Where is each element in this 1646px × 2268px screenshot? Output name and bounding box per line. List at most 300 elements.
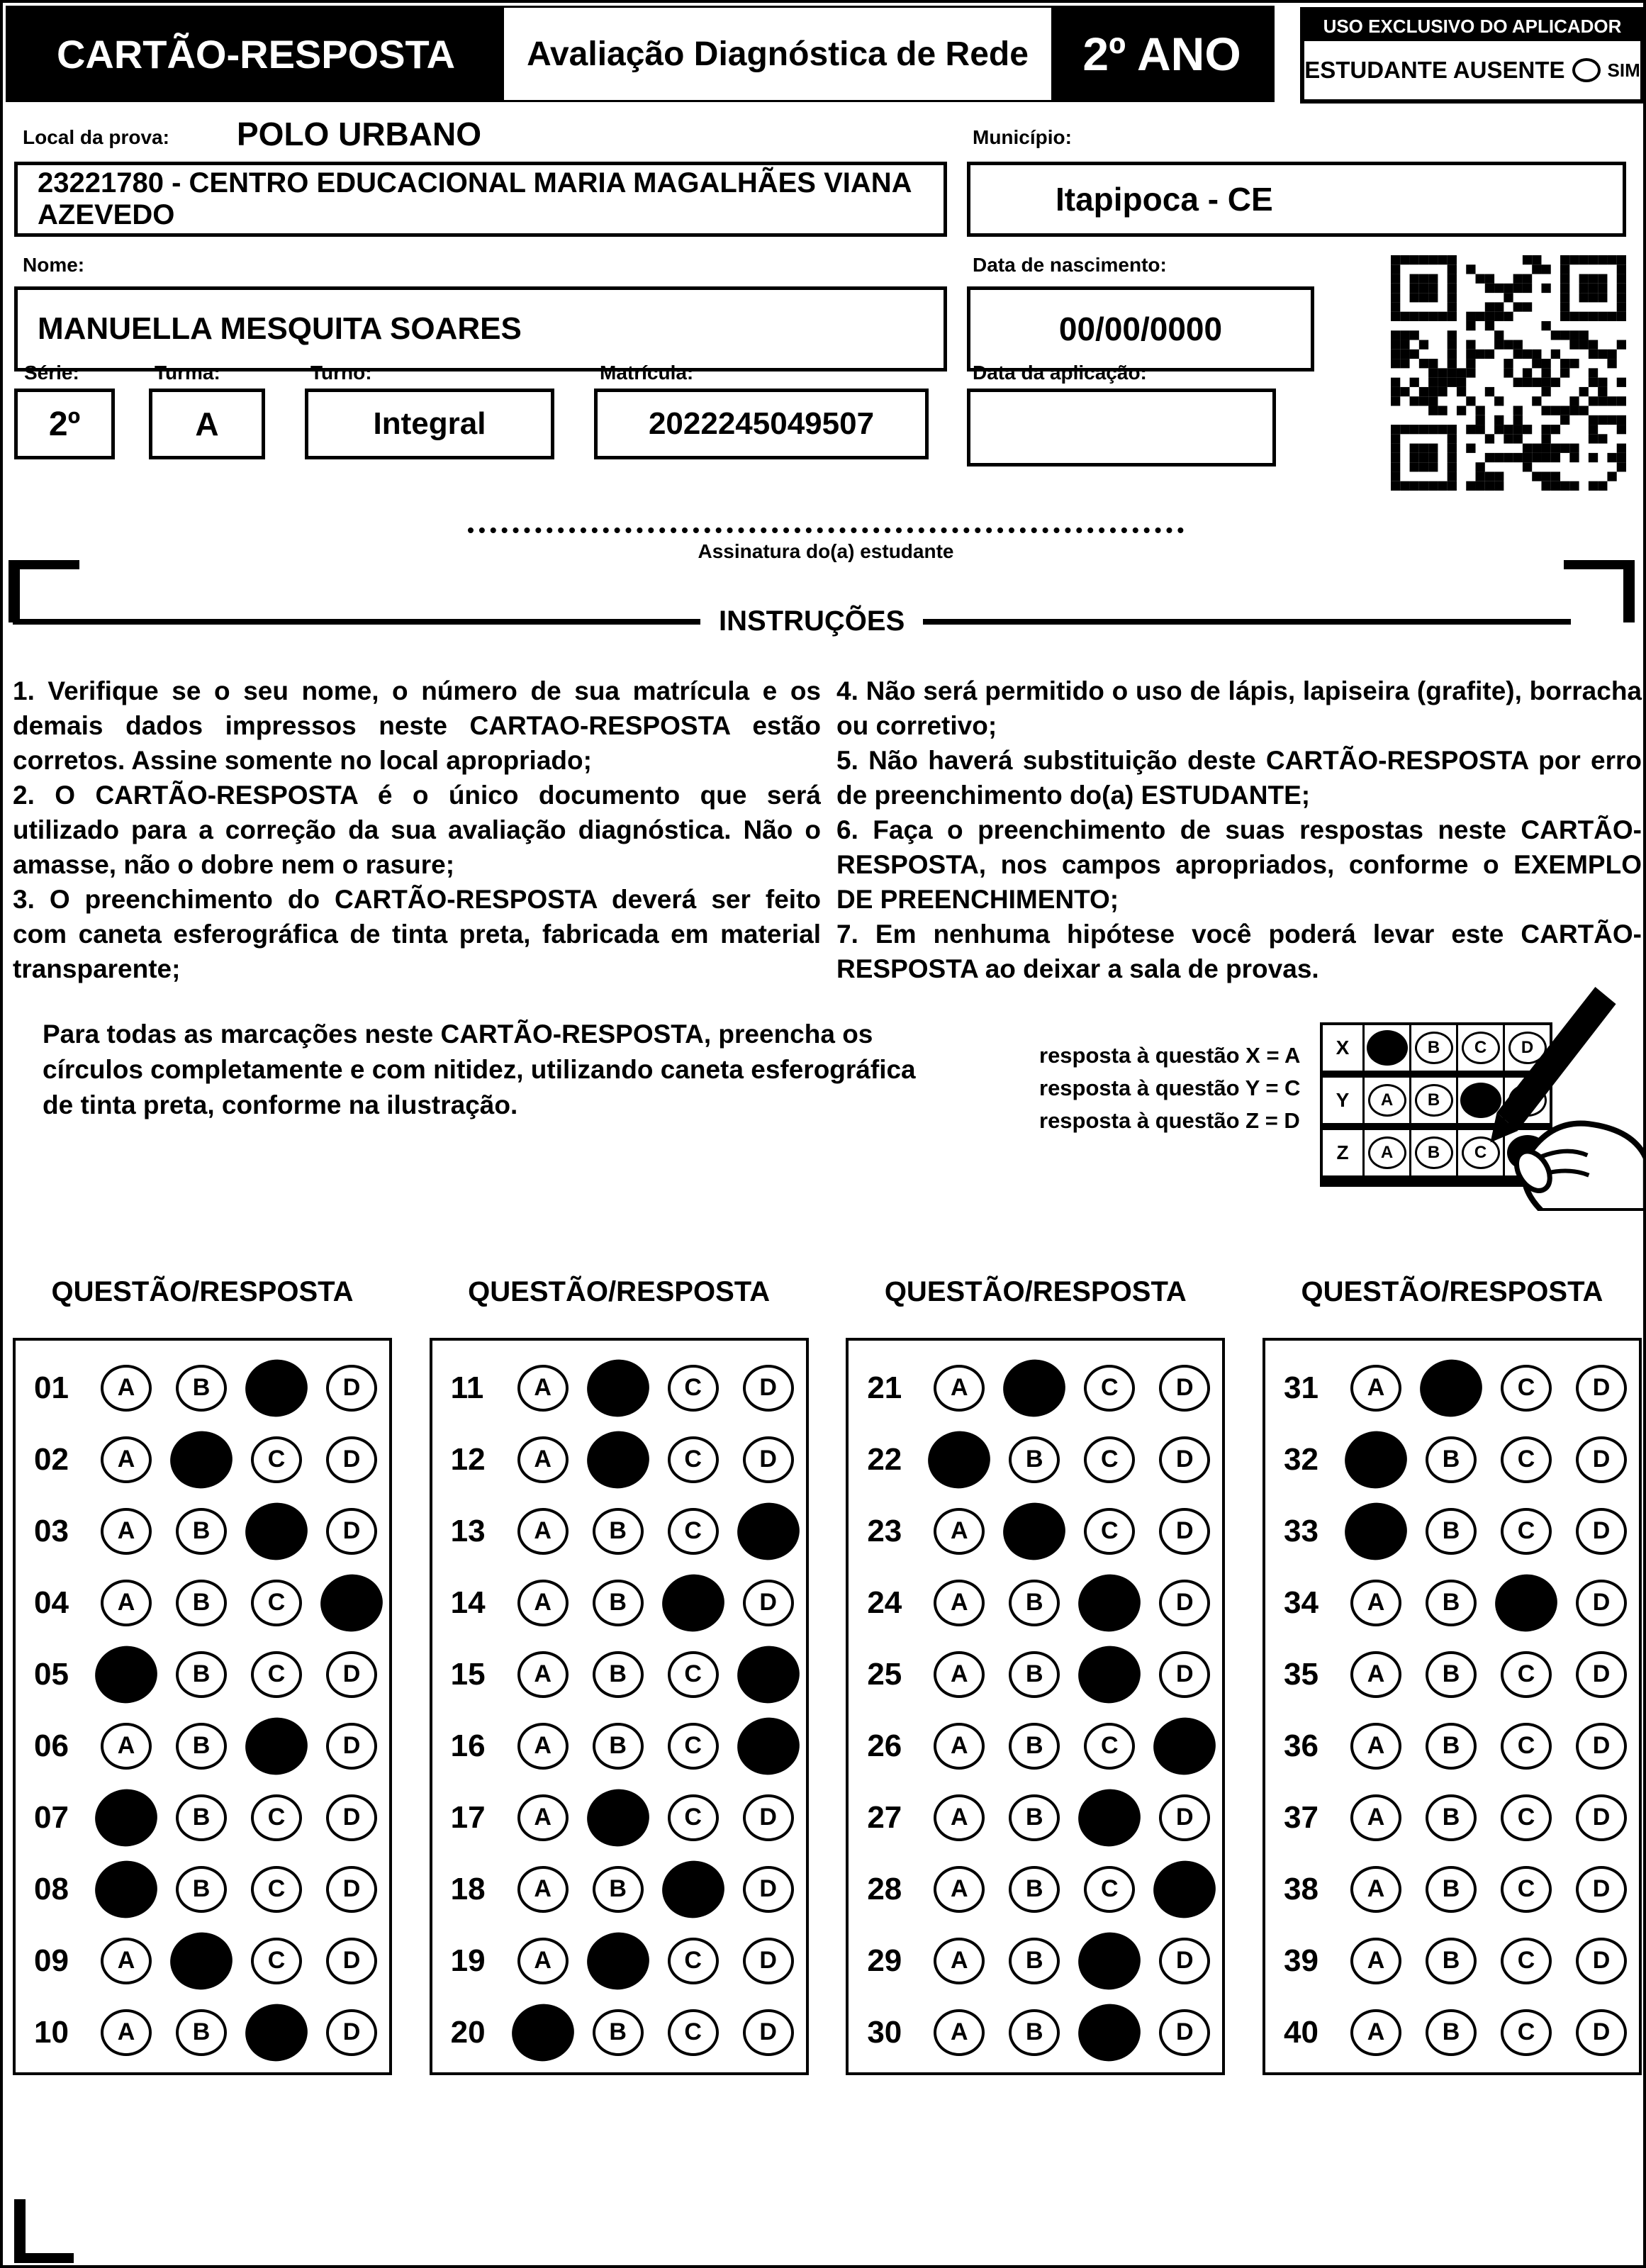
applicator-box	[1300, 7, 1645, 104]
instructions-heading	[13, 605, 1571, 637]
bubble-05-A-filled[interactable]	[91, 1642, 161, 1707]
answer-row-15	[432, 1638, 806, 1710]
bubble-02-A[interactable]: A	[101, 1436, 152, 1483]
bubble-37-B[interactable]: B	[1426, 1794, 1477, 1841]
bubble-21-C[interactable]: C	[1084, 1365, 1135, 1412]
bubble-31-B-filled[interactable]	[1416, 1356, 1486, 1421]
bubble-22-D[interactable]: D	[1159, 1436, 1210, 1483]
municipio-label: Município:	[973, 126, 1072, 148]
instruction-item: 7. Em nenhuma hipótese você poderá levar este CARTÃO-RESPOSTA ao deixar a sala de provas.	[836, 920, 1642, 983]
bubble-34-C-filled[interactable]	[1491, 1570, 1561, 1636]
bubble-03-B[interactable]: B	[176, 1508, 227, 1555]
question-number: 32	[1283, 1441, 1319, 1477]
question-number: 25	[867, 1656, 902, 1692]
answer-row-20	[432, 1996, 806, 2068]
matricula-value: 2022245049507	[648, 406, 875, 441]
question-number: 17	[450, 1799, 486, 1835]
bubble-16-D-filled[interactable]	[734, 1714, 803, 1779]
bubble-09-B-filled[interactable]	[167, 1928, 236, 1994]
answer-row-37	[1265, 1782, 1639, 1853]
answer-row-32	[1265, 1424, 1639, 1495]
bubble-31-C[interactable]: C	[1501, 1365, 1552, 1412]
bubble-02-C[interactable]: C	[251, 1436, 302, 1483]
bubble-34-D[interactable]: D	[1576, 1580, 1627, 1626]
absent-label: ESTUDANTE AUSENTE	[1304, 57, 1565, 83]
question-response-header: QUESTÃO/RESPOSTA	[884, 1276, 1187, 1307]
nascimento-value: 00/00/0000	[1058, 311, 1223, 347]
nascimento-label: Data de nascimento:	[973, 254, 1167, 276]
question-number: 38	[1283, 1871, 1319, 1906]
bubble-01-B[interactable]: B	[176, 1365, 227, 1412]
answer-row-29	[849, 1925, 1222, 1996]
example-row-label: X	[1336, 1037, 1350, 1058]
registration-mark-bottom-left	[14, 2199, 74, 2263]
bubble-20-B[interactable]: B	[593, 2009, 644, 2056]
answer-row-25	[849, 1638, 1222, 1710]
question-number: 16	[450, 1728, 486, 1763]
bubble-03-D[interactable]: D	[326, 1508, 377, 1555]
bubble-34-B[interactable]: B	[1426, 1580, 1477, 1626]
aplicacao-label: Data da aplicação:	[973, 362, 1147, 384]
bubble-39-B[interactable]: B	[1426, 1938, 1477, 1984]
bubble-36-B[interactable]: B	[1426, 1723, 1477, 1770]
hand-with-pen-illustration	[1449, 984, 1646, 1211]
question-number: 11	[450, 1370, 484, 1405]
serie-box	[14, 389, 115, 459]
answer-row-19	[432, 1925, 806, 1996]
bubble-32-D[interactable]: D	[1576, 1436, 1627, 1483]
bubble-28-B[interactable]: B	[1009, 1866, 1060, 1913]
bubble-29-C-filled[interactable]	[1075, 1928, 1144, 1994]
question-number: 05	[34, 1656, 69, 1692]
question-number: 27	[867, 1799, 902, 1835]
question-number: 29	[867, 1943, 902, 1978]
bubble-04-A[interactable]: A	[101, 1580, 152, 1626]
nome-value: MANUELLA MESQUITA SOARES	[38, 311, 522, 346]
local-value: POLO URBANO	[237, 116, 481, 152]
turma-value: A	[195, 406, 219, 442]
bubble-12-C[interactable]: C	[668, 1436, 719, 1483]
bubble-19-C[interactable]: C	[668, 1938, 719, 1984]
answer-row-38	[1265, 1853, 1639, 1925]
example-cell-X-A	[1362, 1025, 1409, 1071]
bubble-14-B[interactable]: B	[593, 1580, 644, 1626]
absent-option-label: SIM	[1607, 59, 1640, 81]
bubble-38-A[interactable]: A	[1350, 1866, 1401, 1913]
bubble-14-A[interactable]: A	[517, 1580, 569, 1626]
bubble-13-D-filled[interactable]	[734, 1499, 803, 1564]
answer-row-22	[849, 1424, 1222, 1495]
example-bubble-Y-B: B	[1415, 1084, 1453, 1117]
bubble-08-D[interactable]: D	[326, 1866, 377, 1913]
bubble-27-B[interactable]: B	[1009, 1794, 1060, 1841]
bubble-35-A[interactable]: A	[1350, 1651, 1401, 1698]
question-number: 01	[34, 1370, 69, 1405]
bubble-22-B[interactable]: B	[1009, 1436, 1060, 1483]
bubble-18-A[interactable]: A	[517, 1866, 569, 1913]
bubble-26-B[interactable]: B	[1009, 1723, 1060, 1770]
answer-row-31	[1265, 1352, 1639, 1424]
answer-row-21	[849, 1352, 1222, 1424]
turno-label: Turno:	[310, 362, 372, 384]
bubble-03-C-filled[interactable]	[242, 1499, 311, 1564]
bubble-40-C[interactable]: C	[1501, 2009, 1552, 2056]
question-number: 09	[34, 1943, 69, 1978]
sheet-subtitle: Avaliação Diagnóstica de Rede	[504, 8, 1051, 100]
answer-row-04	[16, 1567, 389, 1638]
example-bubble-X-A-filled	[1367, 1030, 1408, 1066]
bubble-15-B[interactable]: B	[593, 1651, 644, 1698]
bubble-32-B[interactable]: B	[1426, 1436, 1477, 1483]
bubble-27-D[interactable]: D	[1159, 1794, 1210, 1841]
bubble-25-A[interactable]: A	[934, 1651, 985, 1698]
bubble-29-B[interactable]: B	[1009, 1938, 1060, 1984]
question-number: 34	[1283, 1585, 1319, 1620]
bubble-33-D[interactable]: D	[1576, 1508, 1627, 1555]
bubble-13-C[interactable]: C	[668, 1508, 719, 1555]
bubble-01-A[interactable]: A	[101, 1365, 152, 1412]
question-number: 21	[867, 1370, 902, 1405]
question-number: 08	[34, 1871, 69, 1906]
answer-row-34	[1265, 1567, 1639, 1638]
bubble-21-A[interactable]: A	[934, 1365, 985, 1412]
bubble-18-D[interactable]: D	[743, 1866, 794, 1913]
bubble-24-D[interactable]: D	[1159, 1580, 1210, 1626]
bubble-35-C[interactable]: C	[1501, 1651, 1552, 1698]
bubble-10-C-filled[interactable]	[242, 2000, 311, 2065]
question-number: 36	[1283, 1728, 1319, 1763]
bubble-36-A[interactable]: A	[1350, 1723, 1401, 1770]
bubble-40-D[interactable]: D	[1576, 2009, 1627, 2056]
question-number: 19	[450, 1943, 486, 1978]
bubble-03-A[interactable]: A	[101, 1508, 152, 1555]
bubble-24-B[interactable]: B	[1009, 1580, 1060, 1626]
bubble-30-C-filled[interactable]	[1075, 2000, 1144, 2065]
bubble-23-A[interactable]: A	[934, 1508, 985, 1555]
bubble-30-D[interactable]: D	[1159, 2009, 1210, 2056]
answer-column-4	[1263, 1276, 1642, 2075]
bubble-15-A[interactable]: A	[517, 1651, 569, 1698]
bubble-22-C[interactable]: C	[1084, 1436, 1135, 1483]
answer-row-06	[16, 1710, 389, 1782]
bubble-32-C[interactable]: C	[1501, 1436, 1552, 1483]
bubble-12-D[interactable]: D	[743, 1436, 794, 1483]
question-number: 02	[34, 1441, 69, 1477]
bubble-28-C[interactable]: C	[1084, 1866, 1135, 1913]
instruction-item: 6. Faça o preenchimento de suas respostas neste CARTÃO-RESPOSTA, nos campos apropriados, conforme o EXEMPLO DE PREENCHIMENTO;	[836, 815, 1642, 914]
bubble-21-D[interactable]: D	[1159, 1365, 1210, 1412]
bubble-15-D-filled[interactable]	[734, 1642, 803, 1707]
bubble-26-D-filled[interactable]	[1150, 1714, 1219, 1779]
bubble-13-A[interactable]: A	[517, 1508, 569, 1555]
bubble-16-B[interactable]: B	[593, 1723, 644, 1770]
bubble-38-C[interactable]: C	[1501, 1866, 1552, 1913]
header-strip	[6, 6, 1275, 102]
bubble-07-B[interactable]: B	[176, 1794, 227, 1841]
bubble-12-A[interactable]: A	[517, 1436, 569, 1483]
bubble-08-A-filled[interactable]	[91, 1857, 161, 1922]
bubble-07-A-filled[interactable]	[91, 1785, 161, 1850]
instruction-item: 4. Não será permitido o uso de lápis, lapiseira (grafite), borracha ou corretivo;	[836, 676, 1642, 740]
bubble-10-B[interactable]: B	[176, 2009, 227, 2056]
answer-row-27	[849, 1782, 1222, 1853]
bubble-33-A-filled[interactable]	[1341, 1499, 1411, 1564]
bubble-24-C-filled[interactable]	[1075, 1570, 1144, 1636]
example-row-label: Z	[1336, 1141, 1349, 1163]
bubble-17-A[interactable]: A	[517, 1794, 569, 1841]
registration-mark-top-right	[1564, 560, 1635, 622]
question-number: 03	[34, 1513, 69, 1548]
bubble-04-D-filled[interactable]	[317, 1570, 386, 1636]
answer-row-02	[16, 1424, 389, 1495]
bubble-36-C[interactable]: C	[1501, 1723, 1552, 1770]
school-value: 23221780 - CENTRO EDUCACIONAL MARIA MAGALHÃES VIANA AZEVEDO	[38, 167, 912, 230]
answer-row-17	[432, 1782, 806, 1853]
bubble-19-A[interactable]: A	[517, 1938, 569, 1984]
bubble-02-B-filled[interactable]	[167, 1427, 236, 1492]
example-bubble-X-C: C	[1462, 1032, 1500, 1064]
bubble-11-C[interactable]: C	[668, 1365, 719, 1412]
bubble-06-C-filled[interactable]	[242, 1714, 311, 1779]
bubble-39-D[interactable]: D	[1576, 1938, 1627, 1984]
turno-value: Integral	[373, 406, 486, 441]
example-legend-line: resposta à questão Y = C	[1039, 1076, 1301, 1100]
bubble-04-B[interactable]: B	[176, 1580, 227, 1626]
answer-row-01	[16, 1352, 389, 1424]
bubble-05-D[interactable]: D	[326, 1651, 377, 1698]
nome-label: Nome:	[23, 254, 85, 276]
bubble-18-C-filled[interactable]	[659, 1857, 728, 1922]
bubble-05-B[interactable]: B	[176, 1651, 227, 1698]
question-number: 28	[867, 1871, 902, 1906]
question-number: 04	[34, 1585, 69, 1620]
example-bubble-X-D: D	[1508, 1032, 1547, 1064]
answer-row-26	[849, 1710, 1222, 1782]
bubble-25-C-filled[interactable]	[1075, 1642, 1144, 1707]
bubble-34-A[interactable]: A	[1350, 1580, 1401, 1626]
bubble-25-D[interactable]: D	[1159, 1651, 1210, 1698]
bubble-11-B-filled[interactable]	[583, 1356, 653, 1421]
bubble-27-C-filled[interactable]	[1075, 1785, 1144, 1850]
answer-column-3	[846, 1276, 1225, 2075]
bubble-35-D[interactable]: D	[1576, 1651, 1627, 1698]
answer-row-03	[16, 1495, 389, 1567]
answer-row-18	[432, 1853, 806, 1925]
bubble-14-C-filled[interactable]	[659, 1570, 728, 1636]
question-number: 22	[867, 1441, 902, 1477]
question-number: 35	[1283, 1656, 1319, 1692]
bubble-30-B[interactable]: B	[1009, 2009, 1060, 2056]
bubble-01-D[interactable]: D	[326, 1365, 377, 1412]
bubble-17-B-filled[interactable]	[583, 1785, 653, 1850]
bubble-09-D[interactable]: D	[326, 1938, 377, 1984]
bubble-23-C[interactable]: C	[1084, 1508, 1135, 1555]
question-number: 06	[34, 1728, 69, 1763]
example-bubble-X-B: B	[1415, 1032, 1453, 1064]
bubble-18-B[interactable]: B	[593, 1866, 644, 1913]
signature-line[interactable]	[468, 527, 1184, 533]
bubble-07-D[interactable]: D	[326, 1794, 377, 1841]
local-label: Local da prova:	[23, 126, 169, 148]
question-number: 30	[867, 2014, 902, 2050]
answer-row-30	[849, 1996, 1222, 2068]
bubble-17-D[interactable]: D	[743, 1794, 794, 1841]
bubble-26-A[interactable]: A	[934, 1723, 985, 1770]
bubble-04-C[interactable]: C	[251, 1580, 302, 1626]
municipio-value: Itapipoca - CE	[1056, 181, 1273, 218]
example-cell-Y-A	[1362, 1078, 1409, 1123]
instruction-item: 3. O preenchimento do CARTÃO-RESPOSTA deverá ser feito com caneta esferográfica de tinta preta, fabricada em material transparente;	[13, 885, 821, 983]
bubble-24-A[interactable]: A	[934, 1580, 985, 1626]
answer-row-16	[432, 1710, 806, 1782]
bubble-13-B[interactable]: B	[593, 1508, 644, 1555]
bubble-12-B-filled[interactable]	[583, 1427, 653, 1492]
bubble-08-C[interactable]: C	[251, 1866, 302, 1913]
bubble-14-D[interactable]: D	[743, 1580, 794, 1626]
question-number: 12	[450, 1441, 486, 1477]
example-bubble-Z-C: C	[1462, 1136, 1500, 1169]
answer-row-05	[16, 1638, 389, 1710]
instructions-column-left	[13, 674, 821, 986]
question-number: 10	[34, 2014, 69, 2050]
matricula-box	[594, 389, 929, 459]
bubble-25-B[interactable]: B	[1009, 1651, 1060, 1698]
bubble-39-C[interactable]: C	[1501, 1938, 1552, 1984]
bubble-39-A[interactable]: A	[1350, 1938, 1401, 1984]
turma-label: Turma:	[155, 362, 220, 384]
bubble-15-C[interactable]: C	[668, 1651, 719, 1698]
answer-row-09	[16, 1925, 389, 1996]
bubble-07-C[interactable]: C	[251, 1794, 302, 1841]
qr-code	[1391, 255, 1626, 491]
bubble-01-C-filled[interactable]	[242, 1356, 311, 1421]
answer-box-3	[846, 1338, 1225, 2075]
answer-row-35	[1265, 1638, 1639, 1710]
answer-box-1	[13, 1338, 392, 2075]
bubble-31-A[interactable]: A	[1350, 1365, 1401, 1412]
bubble-06-A[interactable]: A	[101, 1723, 152, 1770]
bubble-21-B-filled[interactable]	[1000, 1356, 1069, 1421]
bubble-05-C[interactable]: C	[251, 1651, 302, 1698]
bubble-32-A-filled[interactable]	[1341, 1427, 1411, 1492]
instruction-item: 1. Verifique se o seu nome, o número de sua matrícula e os demais dados impressos neste CARTAO-RESPOSTA estão corretos. Assine somente no local apropriado;	[13, 676, 821, 775]
question-number: 15	[450, 1656, 486, 1692]
bubble-10-A[interactable]: A	[101, 2009, 152, 2056]
bubble-38-D[interactable]: D	[1576, 1866, 1627, 1913]
answer-grids	[13, 1276, 1642, 2075]
answer-row-33	[1265, 1495, 1639, 1567]
bubble-27-A[interactable]: A	[934, 1794, 985, 1841]
bubble-09-C[interactable]: C	[251, 1938, 302, 1984]
bubble-23-D[interactable]: D	[1159, 1508, 1210, 1555]
bubble-22-A-filled[interactable]	[924, 1427, 994, 1492]
bubble-33-C[interactable]: C	[1501, 1508, 1552, 1555]
absent-mark-bubble[interactable]	[1572, 58, 1601, 82]
question-response-header: QUESTÃO/RESPOSTA	[51, 1276, 354, 1307]
bubble-16-A[interactable]: A	[517, 1723, 569, 1770]
answer-row-28	[849, 1853, 1222, 1925]
grade-badge: 2º ANO	[1051, 8, 1272, 100]
bubble-02-D[interactable]: D	[326, 1436, 377, 1483]
bubble-37-A[interactable]: A	[1350, 1794, 1401, 1841]
question-response-header: QUESTÃO/RESPOSTA	[1301, 1276, 1603, 1307]
nome-box	[14, 286, 947, 372]
bubble-28-A[interactable]: A	[934, 1866, 985, 1913]
bubble-31-D[interactable]: D	[1576, 1365, 1627, 1412]
serie-label: Série:	[24, 362, 79, 384]
example-cell-Z-A	[1362, 1130, 1409, 1175]
example-legend-line: resposta à questão X = A	[1039, 1043, 1301, 1068]
answer-row-24	[849, 1567, 1222, 1638]
answer-row-10	[16, 1996, 389, 2068]
bubble-08-B[interactable]: B	[176, 1866, 227, 1913]
answer-row-40	[1265, 1996, 1639, 2068]
question-number: 13	[450, 1513, 486, 1548]
bubble-37-D[interactable]: D	[1576, 1794, 1627, 1841]
instruction-item: 5. Não haverá substituição deste CARTÃO-RESPOSTA por erro de preenchimento do(a) ESTUDANTE;	[836, 746, 1642, 810]
bubble-10-D[interactable]: D	[326, 2009, 377, 2056]
aplicacao-box	[967, 389, 1276, 467]
bubble-20-C[interactable]: C	[668, 2009, 719, 2056]
bubble-40-B[interactable]: B	[1426, 2009, 1477, 2056]
bubble-20-D[interactable]: D	[743, 2009, 794, 2056]
question-number: 37	[1283, 1799, 1319, 1835]
question-number: 24	[867, 1585, 902, 1620]
bubble-20-A-filled[interactable]	[508, 2000, 578, 2065]
answer-column-1	[13, 1276, 392, 2075]
bubble-33-B[interactable]: B	[1426, 1508, 1477, 1555]
bubble-28-D-filled[interactable]	[1150, 1857, 1219, 1922]
bubble-06-B[interactable]: B	[176, 1723, 227, 1770]
answer-column-2	[430, 1276, 809, 2075]
sheet-title: CARTÃO-RESPOSTA	[8, 8, 504, 100]
bubble-37-C[interactable]: C	[1501, 1794, 1552, 1841]
bubble-36-D[interactable]: D	[1576, 1723, 1627, 1770]
answer-row-07	[16, 1782, 389, 1853]
answer-row-23	[849, 1495, 1222, 1567]
bubble-09-A[interactable]: A	[101, 1938, 152, 1984]
bubble-19-B-filled[interactable]	[583, 1928, 653, 1994]
municipio-box	[967, 162, 1626, 237]
bubble-17-C[interactable]: C	[668, 1794, 719, 1841]
bubble-38-B[interactable]: B	[1426, 1866, 1477, 1913]
example-bubble-Y-A: A	[1368, 1084, 1406, 1117]
bubble-35-B[interactable]: B	[1426, 1651, 1477, 1698]
bubble-11-D[interactable]: D	[743, 1365, 794, 1412]
question-number: 23	[867, 1513, 902, 1548]
answer-row-13	[432, 1495, 806, 1567]
bubble-29-A[interactable]: A	[934, 1938, 985, 1984]
bubble-40-A[interactable]: A	[1350, 2009, 1401, 2056]
question-number: 14	[450, 1585, 486, 1620]
bubble-11-A[interactable]: A	[517, 1365, 569, 1412]
bubble-23-B-filled[interactable]	[1000, 1499, 1069, 1564]
bubble-26-C[interactable]: C	[1084, 1723, 1135, 1770]
question-response-header: QUESTÃO/RESPOSTA	[468, 1276, 771, 1307]
bubble-16-C[interactable]: C	[668, 1723, 719, 1770]
answer-row-11	[432, 1352, 806, 1424]
applicator-title: USO EXCLUSIVO DO APLICADOR	[1304, 11, 1640, 41]
bubble-29-D[interactable]: D	[1159, 1938, 1210, 1984]
instruction-item: 2. O CARTÃO-RESPOSTA é o único documento que será utilizado para a correção da sua avaliação diagnóstica. Não o amasse, não o dobre nem o rasure;	[13, 781, 821, 879]
rule-right	[923, 619, 1571, 625]
rule-left	[13, 619, 700, 625]
bubble-19-D[interactable]: D	[743, 1938, 794, 1984]
bubble-30-A[interactable]: A	[934, 2009, 985, 2056]
question-number: 31	[1283, 1370, 1319, 1405]
answer-row-08	[16, 1853, 389, 1925]
bubble-06-D[interactable]: D	[326, 1723, 377, 1770]
